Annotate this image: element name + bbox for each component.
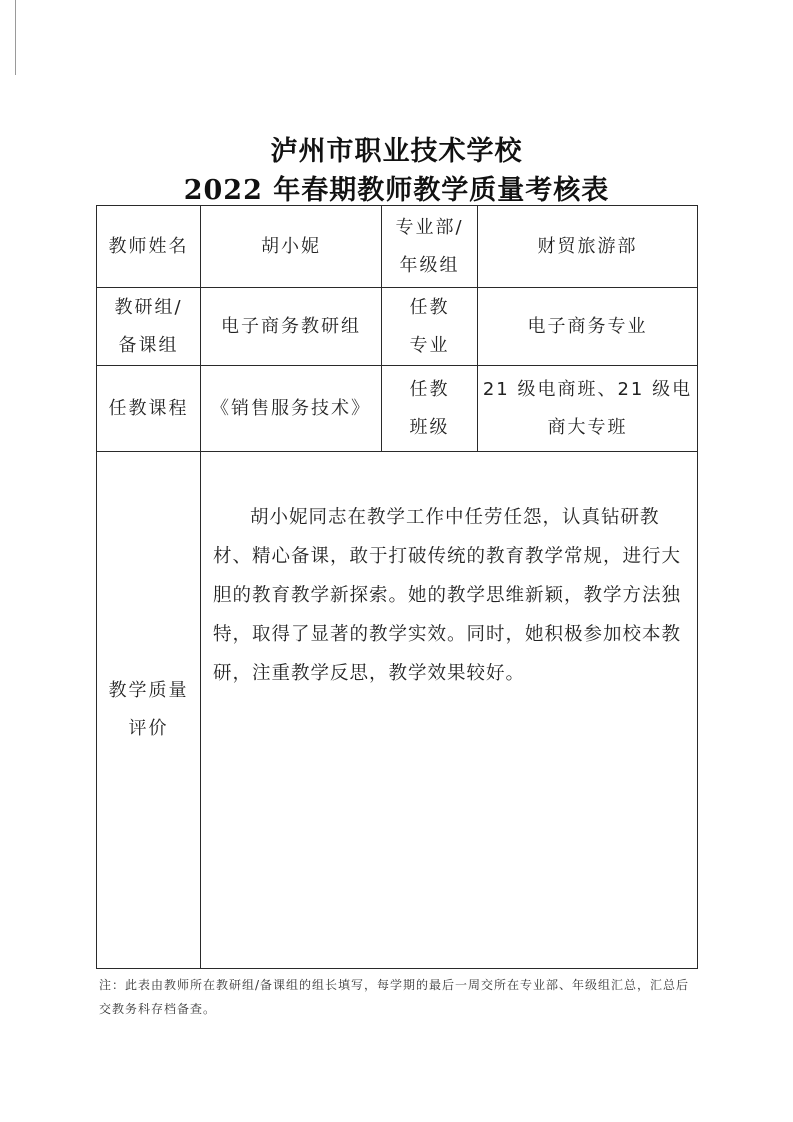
- class-value-line-1: 21 级电商班、21 级电: [482, 378, 693, 400]
- major-value: 电子商务专业: [478, 288, 698, 366]
- teacher-name-label: 教师姓名: [97, 206, 201, 288]
- course-label: 任教课程: [97, 366, 201, 452]
- row-group: [97, 288, 698, 366]
- dept-label-line-2: 年级组: [399, 254, 460, 276]
- eval-label-line-1: 教学质量: [108, 680, 189, 701]
- group-label-line-1: 教研组/: [114, 296, 183, 318]
- eval-text: 胡小妮同志在教学工作中任劳任怨，认真钻研教材、精心备课，敢于打破传统的教育教学常规，进行大胆的教育教学新探索。她的教学思维新颖，教学方法独特，取得了显著的教学实效。同时，她积极参加校本教研，注重教学反思，教学效果较好。: [213, 507, 682, 684]
- row-course: [97, 366, 698, 452]
- row-teacher: [97, 206, 698, 288]
- dept-label-line-1: 专业部/: [395, 216, 464, 238]
- footnote: 注：此表由教师所在教研组/备课组的组长填写，每学期的最后一周交所在专业部、年级组汇总，汇总后交教务科存档备查。: [99, 978, 690, 1016]
- dept-label: [382, 206, 478, 288]
- teacher-name-value: 胡小妮: [201, 206, 382, 288]
- course-value: 《销售服务技术》: [201, 366, 382, 452]
- class-label: [382, 366, 478, 452]
- major-label-line-2: 专业: [409, 334, 450, 356]
- major-label: [382, 288, 478, 366]
- class-label-line-1: 任教: [409, 378, 450, 400]
- eval-label-line-2: 评价: [128, 718, 169, 739]
- scan-edge-line: [15, 0, 16, 75]
- form-title: 2022 年春期教师教学质量考核表: [183, 175, 610, 206]
- eval-label: [97, 452, 201, 969]
- group-value: 电子商务教研组: [201, 288, 382, 366]
- group-label-line-2: 备课组: [118, 334, 179, 356]
- major-label-line-1: 任教: [409, 296, 450, 318]
- school-name: 泸州市职业技术学校: [270, 136, 523, 167]
- assessment-table: [96, 205, 698, 969]
- class-value: [478, 366, 698, 452]
- eval-content: [201, 452, 698, 969]
- class-value-line-2: 商大专班: [547, 416, 628, 438]
- row-evaluation: [97, 452, 698, 969]
- class-label-line-2: 班级: [409, 416, 450, 438]
- group-label: [97, 288, 201, 366]
- dept-value: 财贸旅游部: [478, 206, 698, 288]
